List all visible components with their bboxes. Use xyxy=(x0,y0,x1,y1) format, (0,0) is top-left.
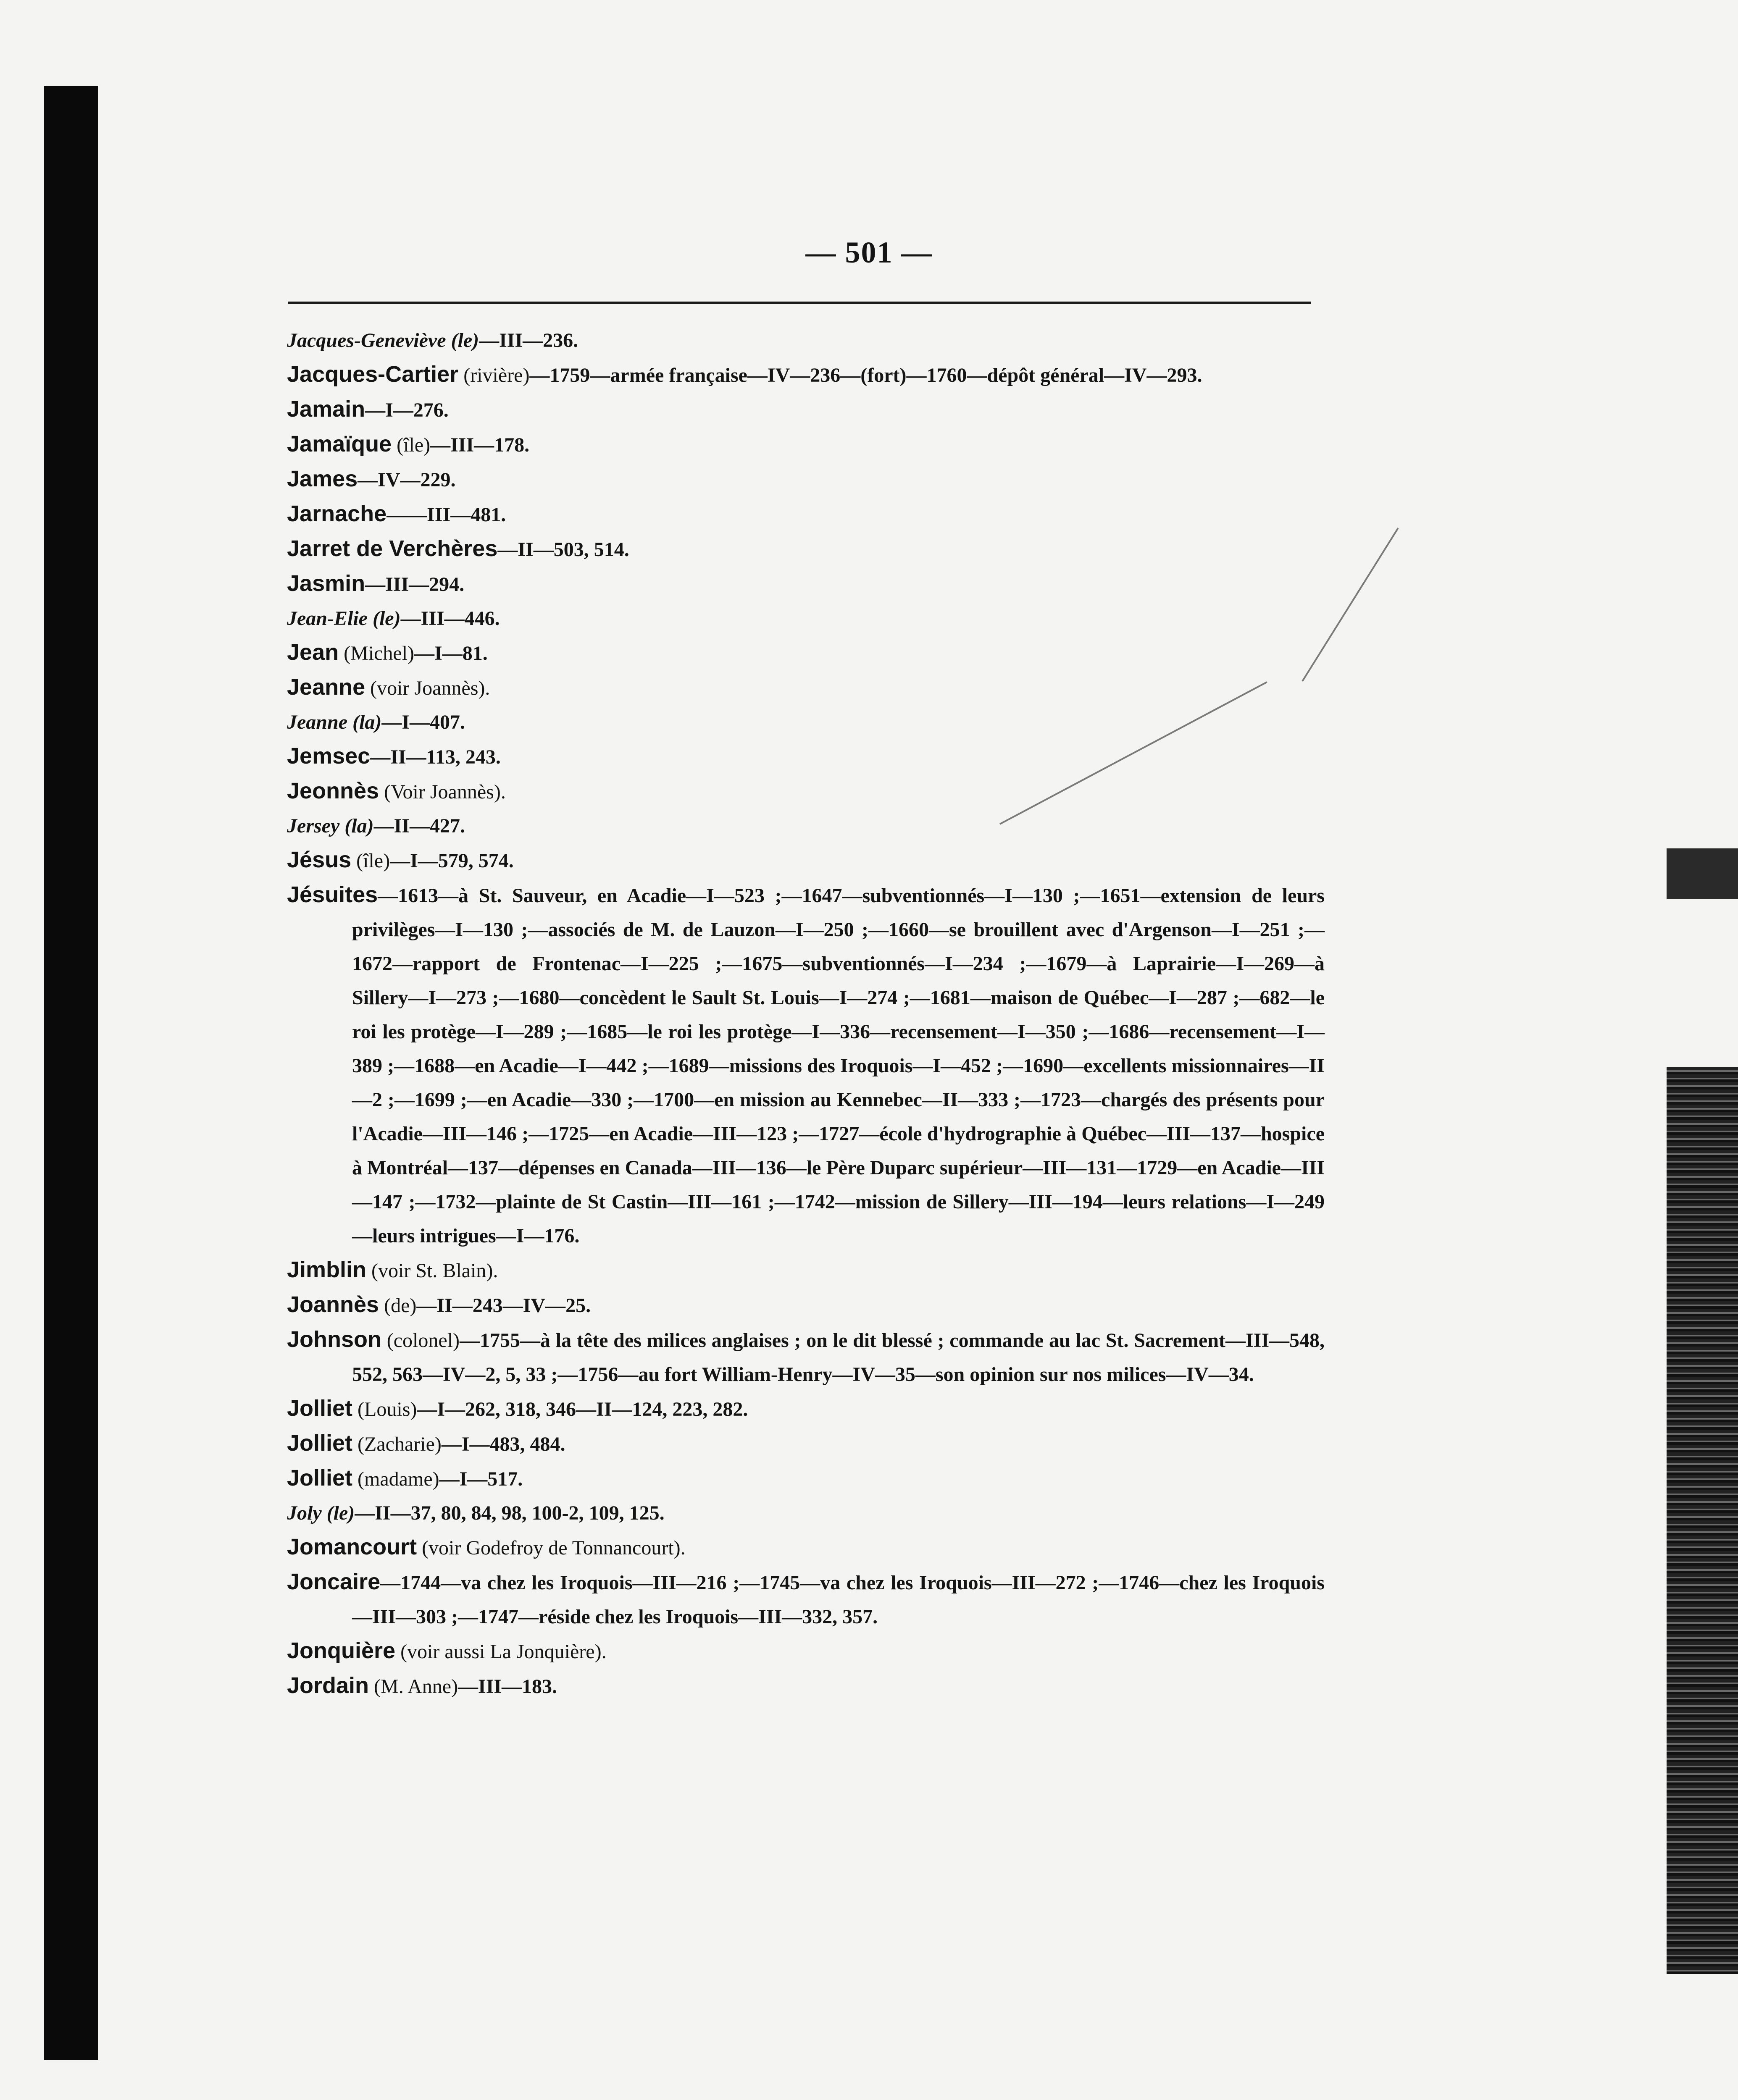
index-entry xyxy=(287,1391,1325,1426)
entry-headword: Jean xyxy=(287,640,339,665)
entry-references: —1613—à St. Sauveur, en Acadie—I—523 ;—1647—subventionnés—I—130 ;—1651—extension de leurs privilèges—I—130 ;—associés de M. de Lauzon—I—250 ;—1660—se brouillent avec d'Argenson—I—251 ;—1672—rapport de Frontenac—I—225 ;—1675—subventionnés—I—234 ;—1679—à Laprairie—I—269—à Sillery—I—273 ;—1680—concèdent le Sault St. Louis—I—274 ;—1681—maison de Québec—I—287 ;—682—le roi les protège—I—289 ;—1685—le roi les protège—I—336—recensement—I—350 ;—1686—recensement—I—389 ;—1688—en Acadie—I—442 ;—1689—missions des Iroquois—I—452 ;—1690—excellents missionnaires—II—2 ;—1699 ;—en Acadie—330 ;—1700—en mission au Kennebec—II—333 ;—1723—chargés des présents pour l'Acadie—III—146 ;—1725—en Acadie—III—123 ;—1727—école d'hydrographie à Québec—III—137—hospice à Montréal—137—dépenses en Canada—III—136—le Père Duparc supérieur—III—131—1729—en Acadie—III—147 ;—1732—plainte de St Castin—III—161 ;—1742—mission de Sillery—III—194—leurs relations—I—249—leurs intrigues—I—176. xyxy=(352,885,1325,1247)
entry-qualifier: (M. Anne) xyxy=(374,1675,458,1698)
index-entry xyxy=(287,1565,1325,1634)
entry-qualifier: (Louis) xyxy=(358,1398,417,1420)
index-entry xyxy=(287,1496,1325,1530)
index-list xyxy=(287,323,1325,1704)
entry-headword: Jimblin xyxy=(287,1257,367,1282)
index-entry xyxy=(287,427,1325,462)
entry-headword: Jolliet xyxy=(287,1465,353,1491)
entry-references: —II—113, 243. xyxy=(370,746,501,768)
index-entry xyxy=(287,670,1325,705)
entry-headword: James xyxy=(287,466,358,491)
entry-references: ——III—481. xyxy=(387,504,506,526)
index-entry xyxy=(287,323,1325,357)
index-entry xyxy=(287,774,1325,809)
entry-references: —I—407. xyxy=(381,711,465,733)
entry-qualifier: (la) xyxy=(352,711,382,733)
entry-headword: Jasmin xyxy=(287,571,365,596)
index-entry xyxy=(287,357,1325,392)
entry-headword: Jarret de Verchères xyxy=(287,536,498,561)
entry-references: —IV—229. xyxy=(358,469,456,491)
entry-qualifier: (île) xyxy=(397,434,431,456)
page-number: — 501 — xyxy=(805,236,933,269)
index-entry xyxy=(287,1323,1325,1391)
entry-qualifier: (voir aussi La Jonquière). xyxy=(400,1641,607,1663)
entry-references: —1759—armée française—IV—236—(fort)—1760—dépôt général—IV—293. xyxy=(529,364,1202,386)
entry-qualifier: (Michel) xyxy=(344,642,415,664)
index-entry xyxy=(287,567,1325,601)
entry-references: —I—276. xyxy=(365,399,449,421)
entry-qualifier: (le) xyxy=(326,1502,355,1524)
entry-qualifier: (voir St. Blain). xyxy=(371,1260,498,1282)
index-entry xyxy=(287,739,1325,774)
entry-headword: Jacques-Cartier xyxy=(287,362,459,387)
header-rule xyxy=(288,302,1311,304)
entry-headword: Joannès xyxy=(287,1292,379,1317)
index-entry xyxy=(287,1634,1325,1669)
entry-references: —I—262, 318, 346—II—124, 223, 282. xyxy=(417,1398,748,1420)
entry-headword: Jordain xyxy=(287,1673,369,1698)
entry-qualifier: (madame) xyxy=(358,1468,439,1490)
entry-headword: Jemsec xyxy=(287,743,371,769)
entry-references: —I—579, 574. xyxy=(390,850,514,872)
index-entry xyxy=(287,1253,1325,1288)
entry-references: —III—446. xyxy=(400,607,500,630)
scan-border-left xyxy=(44,86,98,2060)
entry-headword: Jamaïque xyxy=(287,431,392,457)
entry-references: —II—37, 80, 84, 98, 100-2, 109, 125. xyxy=(355,1502,665,1524)
index-entry xyxy=(287,1530,1325,1565)
index-entry xyxy=(287,1426,1325,1461)
index-entry xyxy=(287,1669,1325,1704)
index-entry xyxy=(287,1288,1325,1323)
entry-references: —II—243—IV—25. xyxy=(416,1294,591,1317)
entry-headword: Jomancourt xyxy=(287,1534,417,1559)
entry-headword: Jarnache xyxy=(287,501,387,526)
entry-references: —III—183. xyxy=(458,1675,557,1698)
index-entry xyxy=(287,705,1325,739)
entry-headword: Jeonnès xyxy=(287,778,379,803)
entry-qualifier: (la) xyxy=(344,815,374,837)
entry-qualifier: (rivière) xyxy=(463,364,530,386)
entry-qualifier: (Voir Joannès). xyxy=(384,781,506,803)
entry-references: —1744—va chez les Iroquois—III—216 ;—1745—va chez les Iroquois—III—272 ;—1746—chez les Iroquois—III—303 ;—1747—réside chez les Iroquois—III—332, 357. xyxy=(352,1572,1325,1628)
entry-headword: Jolliet xyxy=(287,1431,353,1456)
index-entry xyxy=(287,843,1325,878)
entry-headword: Johnson xyxy=(287,1327,381,1352)
index-entry xyxy=(287,497,1325,532)
index-entry xyxy=(287,601,1325,635)
entry-references: —III—178. xyxy=(430,434,530,456)
entry-qualifier: (voir Joannès). xyxy=(370,677,490,699)
entry-qualifier: (le) xyxy=(451,329,479,352)
index-entry xyxy=(287,635,1325,670)
entry-headword: Jersey xyxy=(287,815,340,837)
entry-headword: Jamain xyxy=(287,396,365,422)
scan-border-right-top xyxy=(1667,848,1738,899)
entry-headword: Jeanne xyxy=(287,675,365,700)
index-entry xyxy=(287,878,1325,1253)
entry-headword: Joncaire xyxy=(287,1569,381,1594)
entry-references: —III—236. xyxy=(479,329,578,352)
index-entry xyxy=(287,532,1325,567)
entry-headword: Jésuites xyxy=(287,882,378,907)
entry-qualifier: (de) xyxy=(384,1294,417,1317)
entry-qualifier: (île) xyxy=(356,850,390,872)
entry-references: —II—503, 514. xyxy=(497,538,629,561)
entry-headword: Jolliet xyxy=(287,1396,353,1421)
entry-headword: Joly xyxy=(287,1502,322,1524)
entry-qualifier: (le) xyxy=(372,607,401,630)
entry-headword: Jonquière xyxy=(287,1638,396,1663)
entry-references: —I—483, 484. xyxy=(441,1433,565,1455)
entry-references: —I—517. xyxy=(439,1468,523,1490)
scan-border-right xyxy=(1667,1067,1738,1974)
entry-qualifier: (Zacharie) xyxy=(358,1433,442,1455)
entry-headword: Jésus xyxy=(287,847,352,872)
index-entry xyxy=(287,1461,1325,1496)
entry-references: —III—294. xyxy=(365,573,465,596)
entry-headword: Jean-Elie xyxy=(287,607,368,630)
index-entry xyxy=(287,392,1325,427)
entry-references: —1755—à la tête des milices anglaises ; on le dit blessé ; commande au lac St. Sacrement—III—548, 552, 563—IV—2, 5, 33 ;—1756—au fort William-Henry—IV—35—son opinion sur nos milices—IV—34. xyxy=(352,1329,1325,1386)
index-entry xyxy=(287,809,1325,843)
entry-references: —II—427. xyxy=(373,815,465,837)
entry-references: —I—81. xyxy=(414,642,488,664)
entry-qualifier: (colonel) xyxy=(387,1329,460,1352)
entry-headword: Jeanne xyxy=(287,711,347,733)
entry-headword: Jacques-Geneviève xyxy=(287,329,446,352)
entry-qualifier: (voir Godefroy de Tonnancourt). xyxy=(422,1537,686,1559)
index-entry xyxy=(287,462,1325,497)
